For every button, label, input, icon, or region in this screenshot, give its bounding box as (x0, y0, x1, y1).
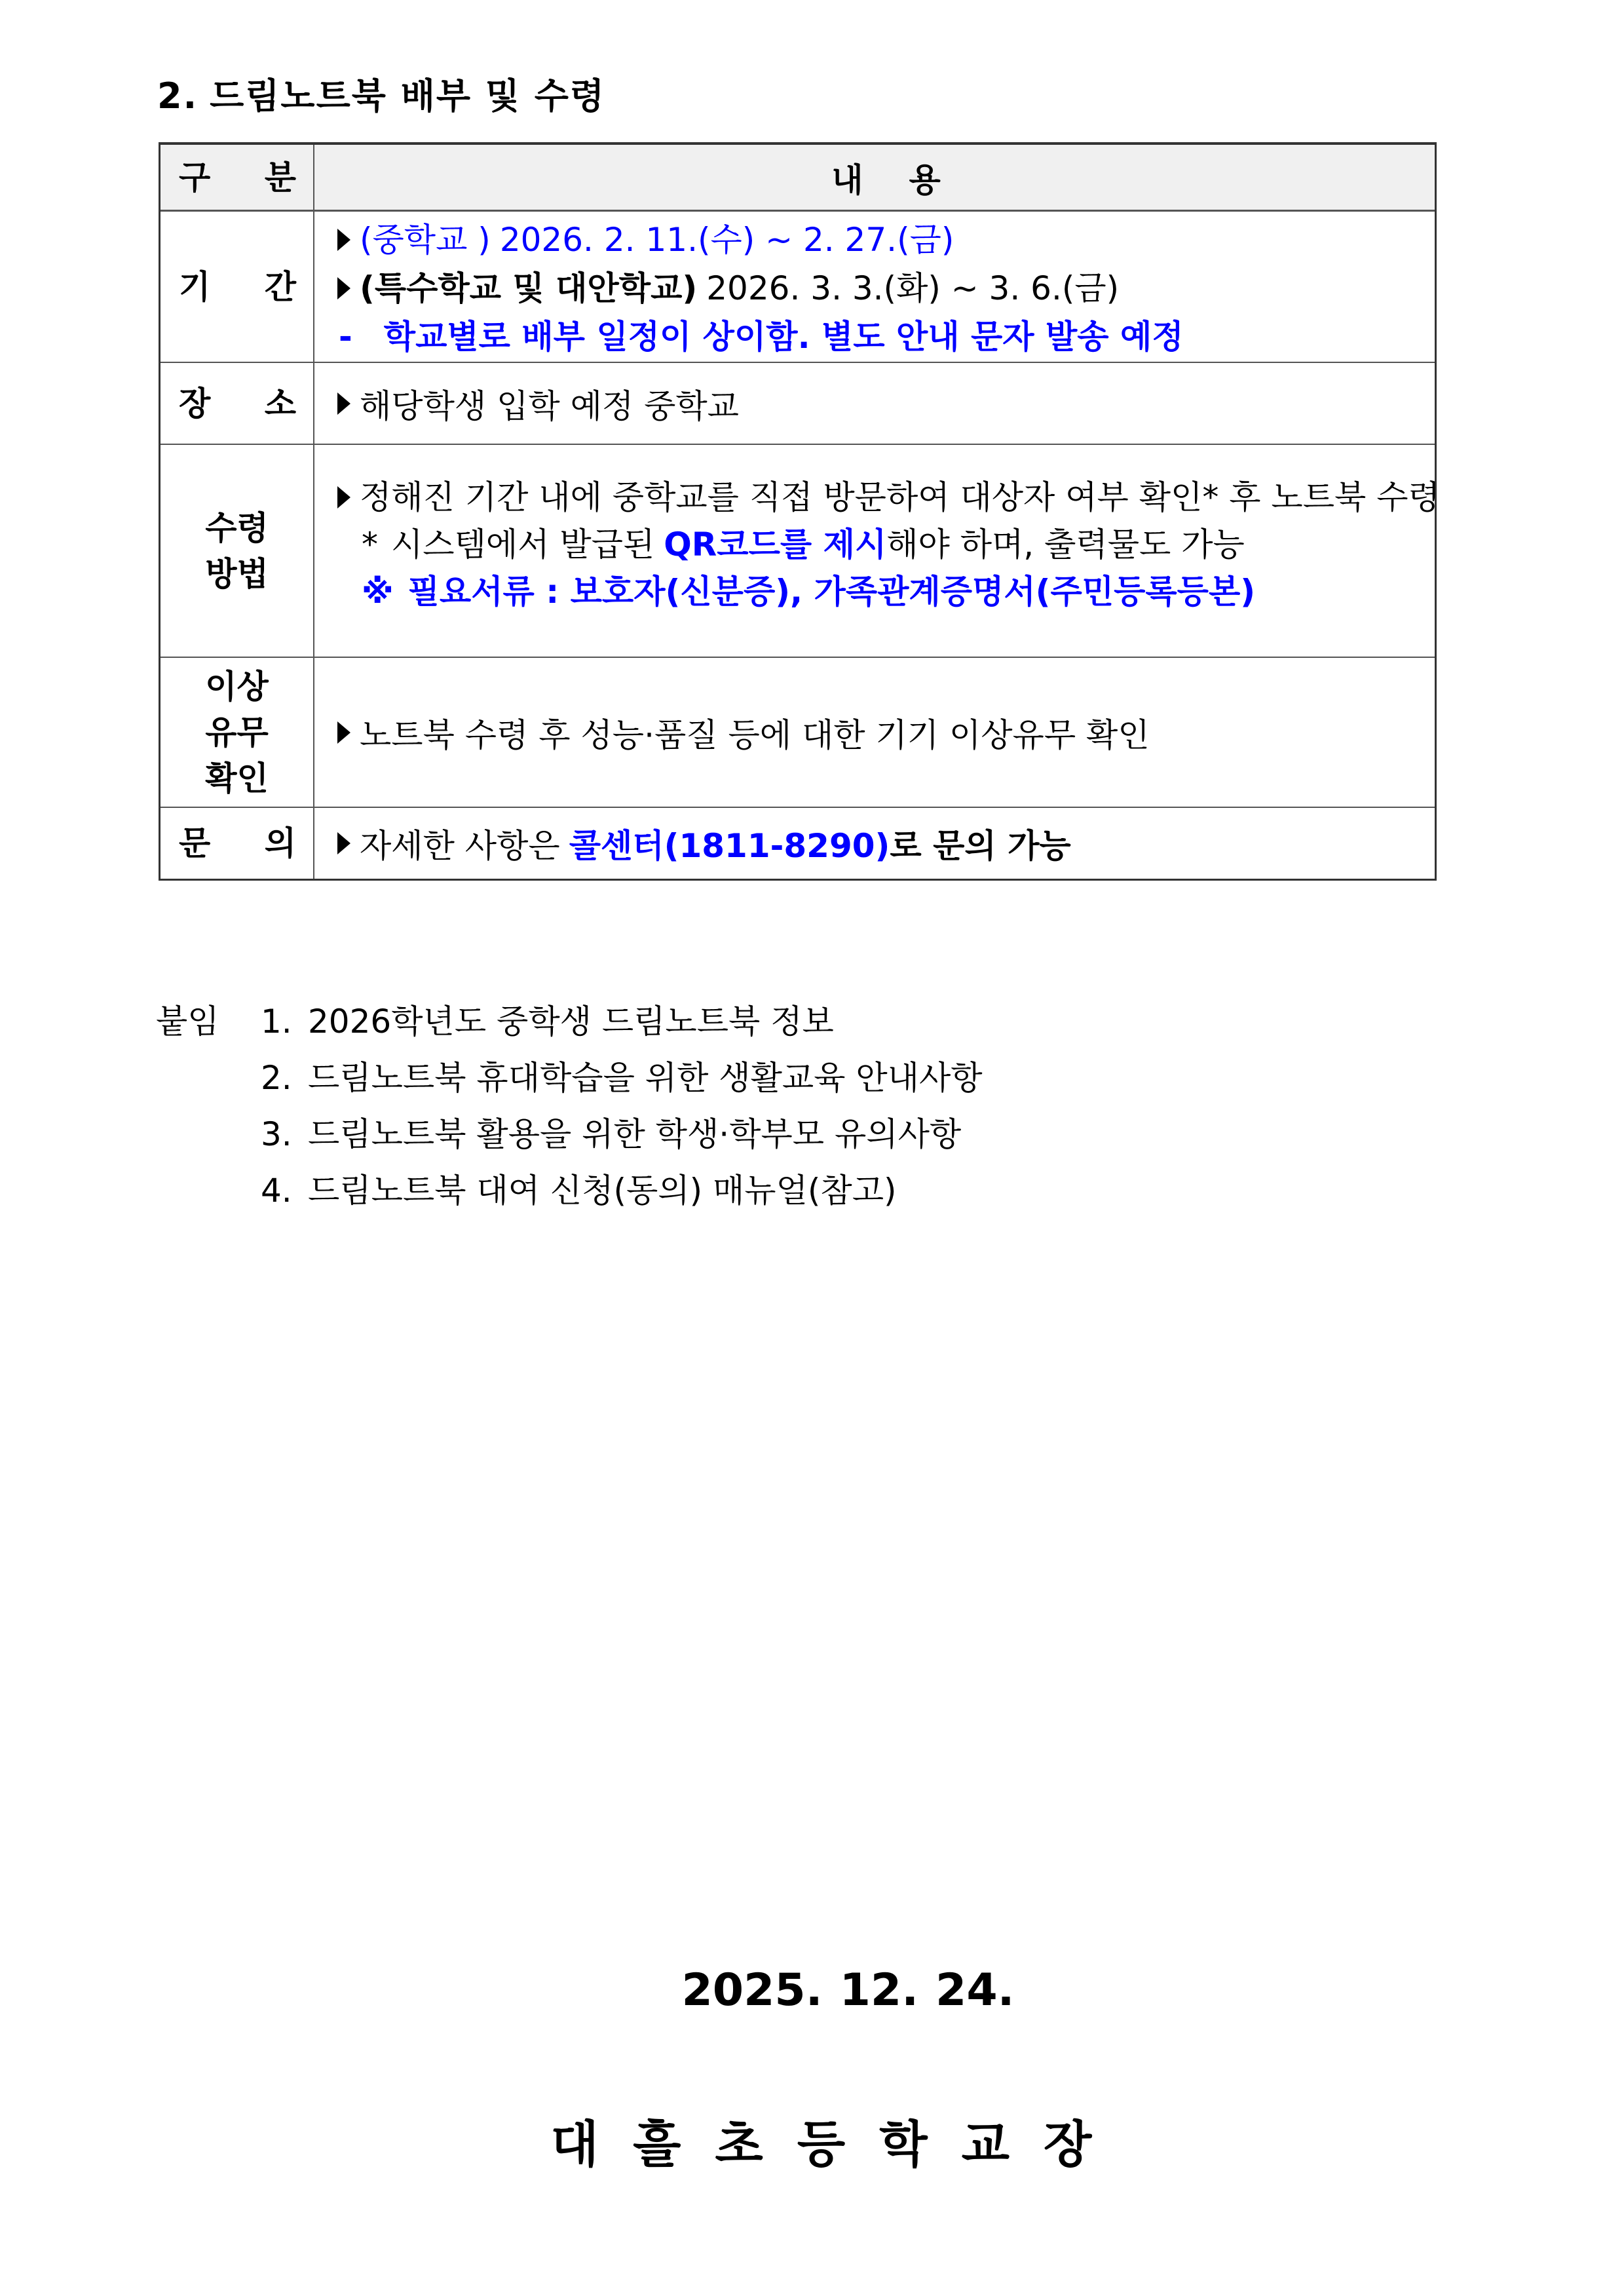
reference-mark-icon: ※ (362, 572, 394, 611)
label-char: 문 (179, 824, 211, 862)
label-char: 의 (264, 824, 296, 862)
inquiry-post: 로 문의 가능 (890, 827, 1071, 865)
row-label-receipt-method (161, 445, 314, 657)
row-label-inquiry (161, 808, 314, 879)
triangle-right-icon (337, 832, 350, 854)
period-middle-school (337, 216, 1435, 264)
date-month: 12. (839, 1964, 919, 2016)
table-header-row (161, 145, 1435, 210)
attachments-label: 붙임 (156, 1003, 219, 1041)
label-line: 수령 (205, 508, 269, 547)
label-char: 장 (179, 384, 211, 423)
attachment-number: 1. (261, 1003, 292, 1041)
header-content-char: 내 (831, 161, 863, 199)
triangle-right-icon (337, 277, 350, 299)
label-line: 이상 (205, 667, 269, 706)
table-row-receipt-method (161, 444, 1440, 657)
row-content-defect-check (314, 658, 1435, 807)
inquiry-text (337, 820, 1435, 867)
qr-note-post: 해야 하며, 출력물도 가능 (886, 525, 1245, 564)
call-center-number: 콜센터(1811-8290) (569, 827, 890, 865)
table-row-defect-check (161, 657, 1435, 807)
header-category (161, 145, 314, 210)
required-documents (337, 568, 1440, 615)
row-label-period (161, 212, 314, 362)
section-title (157, 68, 605, 119)
period-prefix: (특수학교 및 대안학교) (360, 269, 698, 307)
row-content-period (314, 212, 1435, 362)
table-row-period (161, 210, 1435, 362)
required-documents-text: 필요서류 : 보호자(신분증), 가족관계증명서(주민등록등본) (407, 572, 1256, 611)
period-special-school (337, 264, 1435, 313)
triangle-right-icon (337, 721, 350, 744)
location-value: 해당학생 입학 예정 중학교 (360, 387, 739, 425)
label-line: 확인 (205, 759, 269, 797)
table-row-inquiry (161, 807, 1435, 879)
attachment-item (261, 993, 834, 1050)
label-char: 소 (264, 384, 296, 423)
row-content-location (314, 363, 1435, 444)
header-content (314, 145, 1435, 210)
attachment-text: 드림노트북 대여 신청(동의) 매뉴얼(참고) (308, 1172, 897, 1210)
attachment-text: 2026학년도 중학생 드림노트북 정보 (308, 1003, 834, 1041)
receipt-qr-note (337, 521, 1440, 568)
distribution-table (159, 142, 1440, 881)
defect-check-value: 노트북 수령 후 성능·품질 등에 대한 기기 이상유무 확인 (360, 716, 1150, 754)
label-char: 간 (264, 267, 296, 306)
attachment-item (261, 1050, 983, 1106)
table-row-location (161, 362, 1435, 444)
period-dates: 2026. 2. 11.(수) ~ 2. 27.(금) (499, 220, 954, 259)
receipt-step (337, 474, 1440, 521)
row-label-defect-check (161, 658, 314, 807)
header-category-char: 구 (179, 158, 211, 197)
qr-note-highlight: QR코드를 제시 (664, 525, 887, 564)
header-content-char: 용 (909, 161, 941, 199)
triangle-right-icon (337, 229, 350, 251)
period-dates: 2026. 3. 3.(화) ~ 3. 6.(금) (706, 269, 1120, 307)
attachment-item (261, 1162, 897, 1219)
date-year: 2025. (681, 1964, 823, 2016)
attachment-text: 드림노트북 휴대학습을 위한 생활교육 안내사항 (308, 1059, 983, 1097)
period-prefix: (중학교 ) (360, 220, 491, 259)
row-content-receipt-method (314, 445, 1440, 657)
attachment-text: 드림노트북 활용을 위한 학생·학부모 유의사항 (308, 1115, 962, 1153)
section-title-text: 드림노트북 배부 및 수령 (210, 75, 606, 117)
period-note (337, 313, 1435, 361)
qr-note-pre: 시스템에서 발급된 (391, 525, 655, 564)
triangle-right-icon (337, 392, 350, 415)
location-text (337, 380, 1435, 427)
signature-school-principal: 대흘초등학교장 (550, 2115, 1126, 2173)
attachment-number: 3. (261, 1115, 292, 1153)
triangle-right-icon (337, 486, 350, 508)
dash-marker: - (339, 317, 352, 356)
attachment-number: 4. (261, 1172, 292, 1210)
receipt-step-text: 정해진 기간 내에 중학교를 직접 방문하여 대상자 여부 확인* 후 노트북 수령 (360, 478, 1440, 516)
defect-check-text (337, 709, 1435, 756)
section-number: 2. (157, 75, 198, 117)
date-day: 24. (935, 1964, 1015, 2016)
attachment-number: 2. (261, 1059, 292, 1097)
period-note-text: 학교별로 배부 일정이 상이함. 별도 안내 문자 발송 예정 (383, 317, 1184, 356)
row-label-location (161, 363, 314, 444)
asterisk-marker: * (362, 525, 378, 564)
header-category-char: 분 (264, 158, 296, 197)
inquiry-pre: 자세한 사항은 (360, 827, 560, 865)
document-date (0, 1964, 1624, 2016)
label-line: 방법 (205, 554, 269, 593)
row-content-inquiry (314, 808, 1435, 879)
label-line: 유무 (205, 713, 269, 752)
label-char: 기 (179, 267, 211, 306)
attachment-item (261, 1106, 961, 1162)
